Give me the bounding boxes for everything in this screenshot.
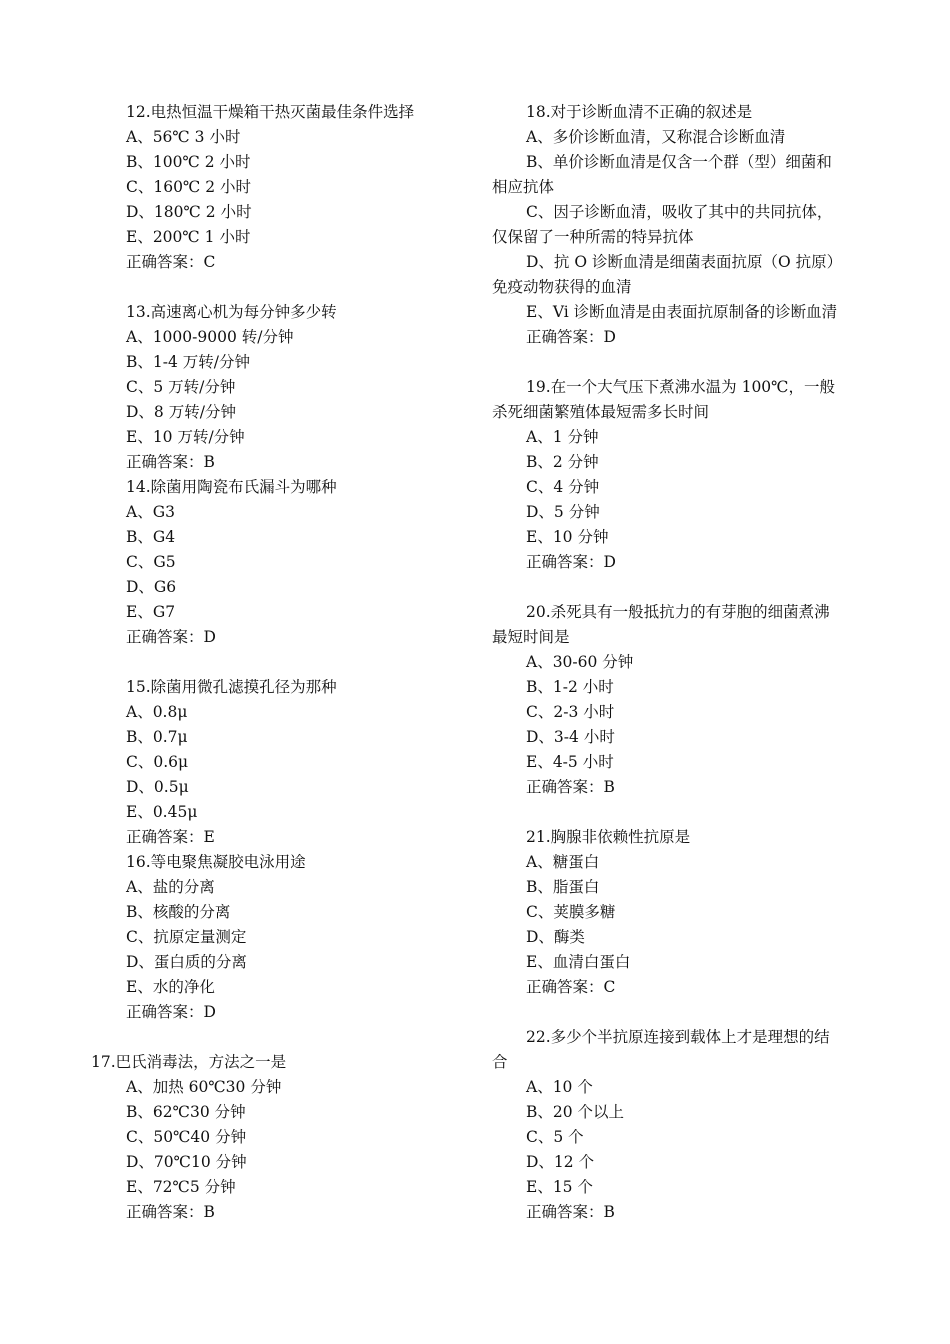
answer-21: 正确答案：C	[526, 978, 616, 996]
option-12-b: B、100℃ 2 小时	[126, 153, 251, 171]
answer-14: 正确答案：D	[126, 628, 216, 646]
option-18-d-cont: 免疫动物获得的血清	[492, 278, 632, 296]
answer-17: 正确答案：B	[126, 1203, 215, 1221]
option-16-c: C、抗原定量测定	[126, 928, 247, 946]
option-19-c: C、4 分钟	[526, 478, 600, 496]
option-14-e: E、G7	[126, 603, 176, 621]
option-19-a: A、1 分钟	[526, 428, 599, 446]
option-16-e: E、水的净化	[126, 978, 215, 996]
spacer	[126, 1025, 466, 1050]
option-12-e: E、200℃ 1 小时	[126, 228, 251, 246]
option-12-c: C、160℃ 2 小时	[126, 178, 251, 196]
option-18-c: C、因子诊断血清，吸收了其中的共同抗体，	[526, 203, 833, 221]
option-17-d: D、70℃10 分钟	[126, 1153, 247, 1171]
answer-16: 正确答案：D	[126, 1003, 216, 1021]
option-19-d: D、5 分钟	[526, 503, 600, 521]
option-15-c: C、0.6μ	[126, 753, 189, 771]
question-22: 22.多少个半抗原连接到载体上才是理想的结	[526, 1028, 830, 1046]
option-18-a: A、多价诊断血清，又称混合诊断血清	[526, 128, 786, 146]
spacer	[492, 800, 867, 825]
option-21-c: C、荚膜多糖	[526, 903, 616, 921]
option-21-b: B、脂蛋白	[526, 878, 600, 896]
option-22-a: A、10 个	[526, 1078, 593, 1096]
question-16: 16.等电聚焦凝胶电泳用途	[126, 853, 306, 871]
option-15-e: E、0.45μ	[126, 803, 198, 821]
option-14-c: C、G5	[126, 553, 176, 571]
option-19-e: E、10 分钟	[526, 528, 609, 546]
option-14-b: B、G4	[126, 528, 176, 546]
question-12: 12.电热恒温干燥箱干热灭菌最佳条件选择	[126, 103, 415, 121]
option-18-c-cont: 仅保留了一种所需的特异抗体	[492, 228, 694, 246]
question-20-cont: 最短时间是	[492, 628, 570, 646]
option-19-b: B、2 分钟	[526, 453, 599, 471]
answer-22: 正确答案：B	[526, 1203, 615, 1221]
option-20-d: D、3-4 小时	[526, 728, 615, 746]
spacer	[492, 575, 867, 600]
option-22-e: E、15 个	[526, 1178, 593, 1196]
option-16-a: A、盐的分离	[126, 878, 215, 896]
spacer	[126, 650, 466, 675]
option-22-d: D、12 个	[526, 1153, 595, 1171]
option-20-b: B、1-2 小时	[526, 678, 614, 696]
question-14: 14.除菌用陶瓷布氏漏斗为哪种	[126, 478, 337, 496]
option-16-b: B、核酸的分离	[126, 903, 231, 921]
answer-13: 正确答案：B	[126, 453, 215, 471]
option-17-c: C、50℃40 分钟	[126, 1128, 247, 1146]
option-20-e: E、4-5 小时	[526, 753, 614, 771]
answer-19: 正确答案：D	[526, 553, 616, 571]
answer-12: 正确答案：C	[126, 253, 216, 271]
option-12-a: A、56℃ 3 小时	[126, 128, 241, 146]
option-20-c: C、2-3 小时	[526, 703, 615, 721]
option-15-b: B、0.7μ	[126, 728, 188, 746]
spacer	[492, 1000, 867, 1025]
option-21-d: D、酶类	[526, 928, 585, 946]
question-18: 18.对于诊断血清不正确的叙述是	[526, 103, 753, 121]
option-16-d: D、蛋白质的分离	[126, 953, 247, 971]
option-18-e: E、Vi 诊断血清是由表面抗原制备的诊断血清	[526, 303, 838, 321]
spacer	[126, 275, 466, 300]
option-21-a: A、糖蛋白	[526, 853, 600, 871]
question-21: 21.胸腺非依赖性抗原是	[526, 828, 691, 846]
option-20-a: A、30-60 分钟	[526, 653, 634, 671]
option-13-e: E、10 万转/分钟	[126, 428, 245, 446]
option-15-a: A、0.8μ	[126, 703, 188, 721]
question-17: 17.巴氏消毒法，方法之一是	[91, 1053, 287, 1071]
option-13-d: D、8 万转/分钟	[126, 403, 236, 421]
right-column	[492, 100, 867, 1225]
option-18-d: D、抗 O 诊断血清是细菌表面抗原（O 抗原）	[526, 253, 843, 271]
question-20: 20.杀死具有一般抵抗力的有芽胞的细菌煮沸	[526, 603, 830, 621]
option-18-b: B、单价诊断血清是仅含一个群（型）细菌和	[526, 153, 832, 171]
question-13: 13.高速离心机为每分钟多少转	[126, 303, 337, 321]
option-18-b-cont: 相应抗体	[492, 178, 555, 196]
option-15-d: D、0.5μ	[126, 778, 189, 796]
question-19: 19.在一个大气压下煮沸水温为 100℃，一般	[526, 378, 836, 396]
question-15: 15.除菌用微孔滤摸孔径为那种	[126, 678, 337, 696]
option-13-b: B、1-4 万转/分钟	[126, 353, 251, 371]
option-17-e: E、72℃5 分钟	[126, 1178, 236, 1196]
left-column	[91, 100, 466, 1225]
answer-20: 正确答案：B	[526, 778, 615, 796]
question-19-cont: 杀死细菌繁殖体最短需多长时间	[492, 403, 710, 421]
option-12-d: D、180℃ 2 小时	[126, 203, 252, 221]
option-17-b: B、62℃30 分钟	[126, 1103, 246, 1121]
answer-18: 正确答案：D	[526, 328, 616, 346]
option-13-a: A、1000-9000 转/分钟	[126, 328, 294, 346]
option-14-a: A、G3	[126, 503, 175, 521]
question-22-cont: 合	[492, 1053, 508, 1071]
spacer	[492, 350, 867, 375]
option-22-b: B、20 个以上	[526, 1103, 625, 1121]
option-14-d: D、G6	[126, 578, 177, 596]
answer-15: 正确答案：E	[126, 828, 215, 846]
option-22-c: C、5 个	[526, 1128, 584, 1146]
option-17-a: A、加热 60℃30 分钟	[126, 1078, 282, 1096]
option-13-c: C、5 万转/分钟	[126, 378, 236, 396]
option-21-e: E、血清白蛋白	[526, 953, 631, 971]
